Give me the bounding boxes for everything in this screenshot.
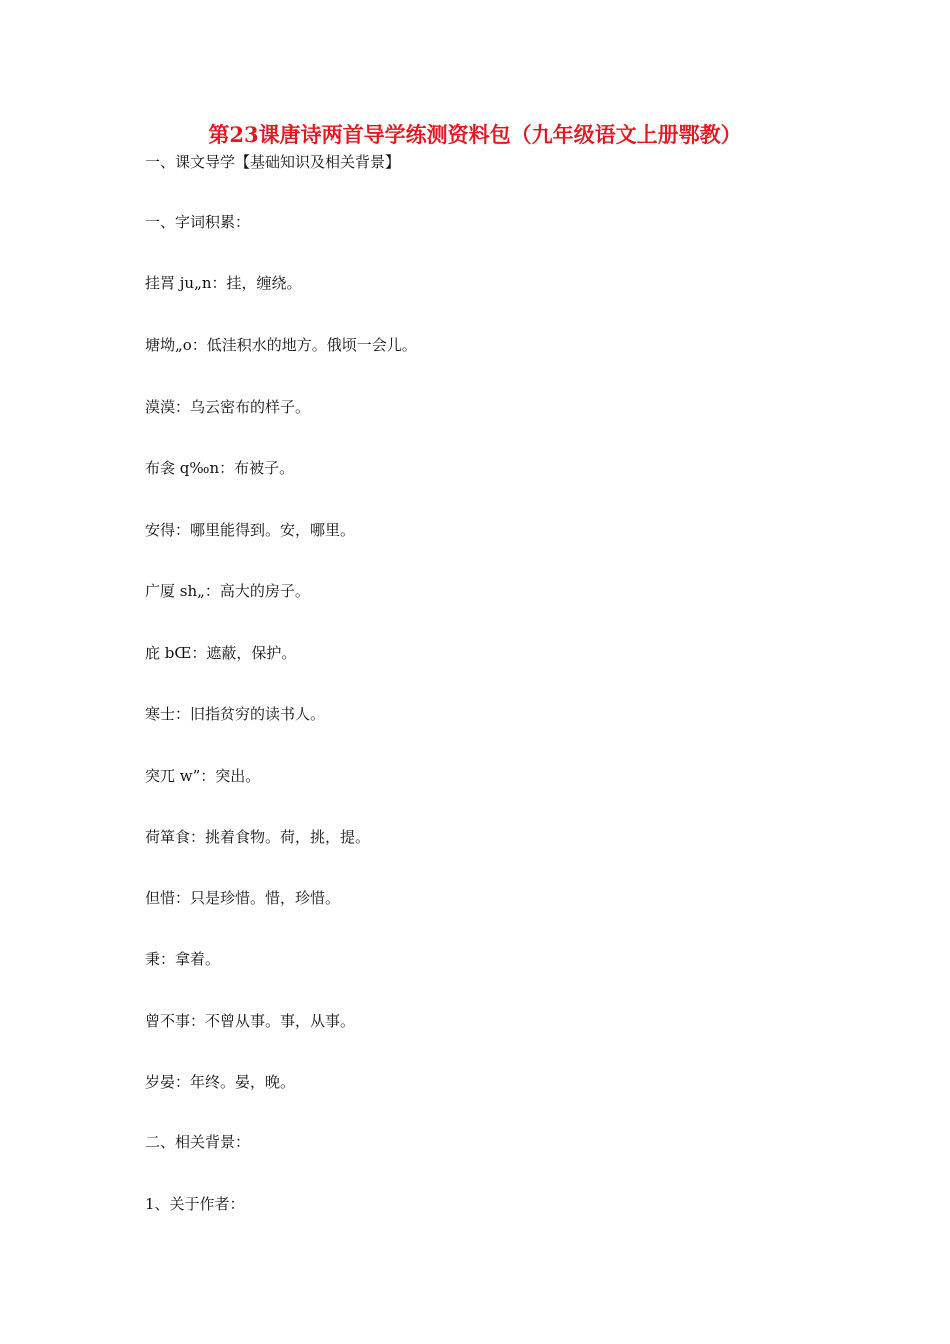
section-heading: 二、相关背景： <box>145 1133 251 1151</box>
text-line: 曾不事：不曾从事。事，从事。 <box>145 1012 356 1030</box>
text-line: 庇 bŒ：遮蔽，保护。 <box>145 644 297 662</box>
text-line: 漠漠：乌云密布的样子。 <box>145 398 311 416</box>
text-line: 布衾 q‰n：布被子。 <box>145 459 295 477</box>
text-line: 安得：哪里能得到。安，哪里。 <box>145 521 356 539</box>
document-title: 第23课唐诗两首导学练测资料包（九年级语文上册鄂教） <box>208 122 742 147</box>
section-heading: 一、课文导学【基础知识及相关背景】 <box>145 153 401 171</box>
section-heading: 1、关于作者： <box>145 1195 245 1213</box>
text-line: 广厦 sh„：高大的房子。 <box>145 582 310 600</box>
text-line: 塘坳„o：低洼积水的地方。俄顷一会儿。 <box>145 336 417 354</box>
text-line: 秉：拿着。 <box>145 950 221 968</box>
text-line: 挂罥 ju„n：挂，缠绕。 <box>145 274 302 292</box>
text-line: 岁晏：年终。晏，晚。 <box>145 1073 296 1091</box>
text-line: 寒士：旧指贫穷的读书人。 <box>145 705 326 723</box>
text-line: 突兀 w”：突出。 <box>145 767 261 785</box>
text-line: 一、字词积累： <box>145 213 251 231</box>
text-line: 但惜：只是珍惜。惜，珍惜。 <box>145 889 341 907</box>
text-line: 荷箪食：挑着食物。荷，挑，提。 <box>145 828 371 846</box>
